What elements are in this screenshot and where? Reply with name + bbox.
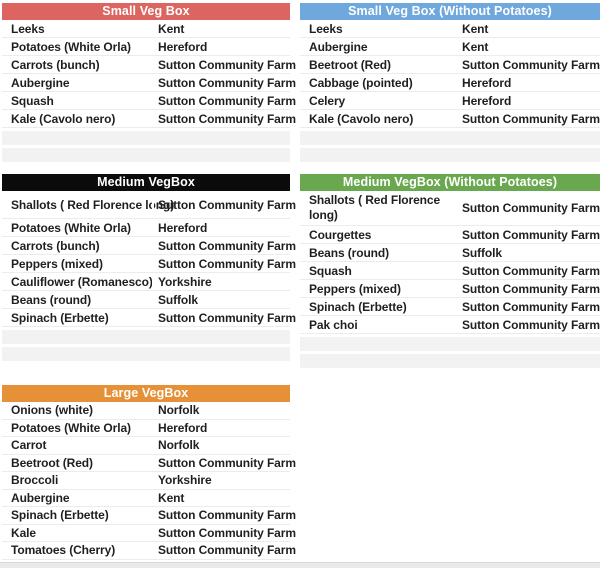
table-row <box>300 131 600 145</box>
table-row <box>2 472 290 490</box>
location-cell: Sutton Community Farm <box>152 112 296 126</box>
location-cell: Hereford <box>152 221 290 235</box>
item-cell: Aubergine <box>309 39 368 54</box>
table-body <box>300 20 600 162</box>
table-title: Medium VegBox <box>2 174 290 191</box>
item-cell: Potatoes (White Orla) <box>11 220 131 235</box>
item-cell: Spinach (Erbette) <box>11 310 109 325</box>
location-cell: Hereford <box>456 94 600 108</box>
location-cell: Hereford <box>152 421 290 435</box>
item-cell: Broccoli <box>11 473 59 488</box>
table-row <box>300 280 600 298</box>
table-row <box>2 74 296 92</box>
table-small-veg-box <box>2 3 296 162</box>
table-row <box>2 191 296 219</box>
location-cell: Kent <box>456 40 600 54</box>
table-row <box>2 131 290 145</box>
table-row <box>2 347 290 361</box>
table-row <box>300 226 600 244</box>
item-cell: Spinach (Erbette) <box>309 299 407 314</box>
location-cell: Sutton Community Farm <box>152 543 296 557</box>
table-row <box>300 110 600 128</box>
item-cell: Squash <box>309 263 352 278</box>
table-row <box>2 437 290 455</box>
item-cell: Pak choi <box>309 317 358 332</box>
table-row <box>2 330 290 344</box>
table-title: Medium VegBox (Without Potatoes) <box>300 174 600 191</box>
location-cell: Suffolk <box>456 246 600 260</box>
item-cell: Celery <box>309 93 346 108</box>
location-cell: Sutton Community Farm <box>152 526 296 540</box>
location-cell: Suffolk <box>152 293 290 307</box>
bottom-edge-strip <box>0 562 600 568</box>
location-cell: Sutton Community Farm <box>456 112 600 126</box>
location-cell: Sutton Community Farm <box>456 264 600 278</box>
location-cell: Hereford <box>456 76 600 90</box>
table-row <box>2 507 296 525</box>
item-cell: Tomatoes (Cherry) <box>11 543 116 558</box>
table-row <box>2 525 296 543</box>
table-row <box>300 191 600 226</box>
location-cell: Sutton Community Farm <box>456 58 600 72</box>
item-cell: Beans (round) <box>309 245 390 260</box>
location-cell: Kent <box>152 22 290 36</box>
table-row <box>2 255 296 273</box>
table-row <box>300 298 600 316</box>
table-row <box>300 20 600 38</box>
table-row <box>300 74 600 92</box>
table-row <box>2 92 296 110</box>
location-cell: Sutton Community Farm <box>152 94 296 108</box>
location-cell: Norfolk <box>152 403 290 417</box>
table-row <box>300 148 600 162</box>
location-cell: Sutton Community Farm <box>152 311 296 325</box>
table-row <box>2 20 290 38</box>
table-row <box>2 110 296 128</box>
item-cell: Aubergine <box>11 490 70 505</box>
table-body <box>300 191 600 368</box>
item-cell: Peppers (mixed) <box>11 256 103 271</box>
item-cell: Kale <box>11 525 36 540</box>
item-cell: Beans (round) <box>11 292 92 307</box>
table-row <box>2 420 290 438</box>
location-cell: Sutton Community Farm <box>152 198 296 212</box>
table-row <box>2 273 290 291</box>
table-body <box>2 20 296 162</box>
item-cell: Kale (Cavolo nero) <box>309 111 414 126</box>
item-cell: Onions (white) <box>11 403 93 418</box>
item-cell: Cauliflower (Romanesco) <box>11 274 153 289</box>
table-row <box>2 237 296 255</box>
location-cell: Sutton Community Farm <box>152 76 296 90</box>
item-cell: Peppers (mixed) <box>309 281 401 296</box>
location-cell: Yorkshire <box>152 473 290 487</box>
table-row <box>2 490 290 508</box>
table-body <box>2 191 296 361</box>
table-row <box>300 316 600 334</box>
item-cell: Shallots ( Red Florence long) <box>11 197 175 212</box>
item-cell: Carrots (bunch) <box>11 238 100 253</box>
item-cell: Beetroot (Red) <box>309 57 391 72</box>
item-cell: Carrots (bunch) <box>11 57 100 72</box>
table-row <box>300 354 600 368</box>
table-row <box>2 56 296 74</box>
item-cell: Potatoes (White Orla) <box>11 420 131 435</box>
item-cell: Aubergine <box>11 75 70 90</box>
location-cell: Sutton Community Farm <box>456 318 600 332</box>
item-cell: Shallots ( Red Florence long) <box>309 193 441 222</box>
table-row <box>2 309 296 327</box>
table-row <box>300 56 600 74</box>
table-row <box>2 455 296 473</box>
table-row <box>2 219 290 237</box>
item-cell: Spinach (Erbette) <box>11 508 109 523</box>
item-cell: Squash <box>11 93 54 108</box>
item-cell: Carrot <box>11 438 47 453</box>
location-cell: Sutton Community Farm <box>152 239 296 253</box>
table-large-vegbox <box>2 385 296 560</box>
table-title: Small Veg Box <box>2 3 290 20</box>
table-row <box>300 262 600 280</box>
table-row <box>2 402 290 420</box>
table-row <box>300 244 600 262</box>
item-cell: Cabbage (pointed) <box>309 75 413 90</box>
table-row <box>300 337 600 351</box>
item-cell: Potatoes (White Orla) <box>11 39 131 54</box>
location-cell: Hereford <box>152 40 290 54</box>
item-cell: Beetroot (Red) <box>11 455 93 470</box>
table-medium-vegbox-without-potatoes <box>300 174 600 368</box>
table-small-veg-box-without-potatoes <box>300 3 600 162</box>
table-title: Small Veg Box (Without Potatoes) <box>300 3 600 20</box>
table-body <box>2 402 296 560</box>
location-cell: Kent <box>456 22 600 36</box>
location-cell: Kent <box>152 491 290 505</box>
item-cell: Kale (Cavolo nero) <box>11 111 116 126</box>
location-cell: Sutton Community Farm <box>152 257 296 271</box>
item-cell: Leeks <box>309 21 343 36</box>
item-cell: Courgettes <box>309 227 372 242</box>
table-row <box>2 542 296 560</box>
table-row <box>300 38 600 56</box>
location-cell: Sutton Community Farm <box>456 300 600 314</box>
location-cell: Yorkshire <box>152 275 290 289</box>
location-cell: Sutton Community Farm <box>456 282 600 296</box>
table-row <box>2 38 290 56</box>
location-cell: Sutton Community Farm <box>456 201 600 215</box>
table-row <box>2 148 290 162</box>
table-title: Large VegBox <box>2 385 290 402</box>
table-medium-vegbox <box>2 174 296 361</box>
table-row <box>300 92 600 110</box>
location-cell: Sutton Community Farm <box>456 228 600 242</box>
location-cell: Norfolk <box>152 438 290 452</box>
location-cell: Sutton Community Farm <box>152 508 296 522</box>
item-cell: Leeks <box>11 21 45 36</box>
table-row <box>2 291 290 309</box>
location-cell: Sutton Community Farm <box>152 456 296 470</box>
location-cell: Sutton Community Farm <box>152 58 296 72</box>
